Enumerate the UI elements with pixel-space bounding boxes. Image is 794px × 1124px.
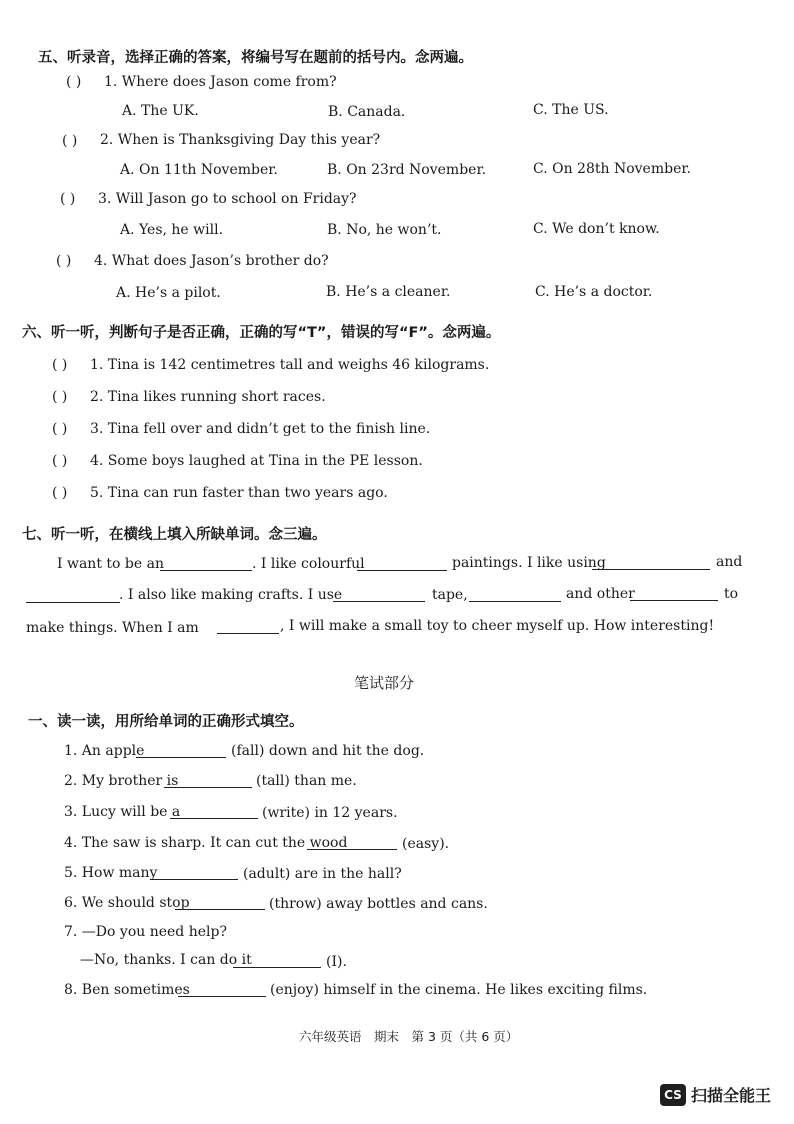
s7-text: and [716, 554, 743, 570]
written-section-1-title: 一、读一读，用所给单词的正确形式填空。 [28, 714, 304, 730]
item-text: 3. Lucy will be a [64, 804, 181, 820]
option-a: A. The UK. [122, 103, 199, 119]
question-text: 2. When is Thanksgiving Day this year? [100, 132, 381, 148]
answer-blank[interactable] [164, 775, 252, 788]
answer-bracket[interactable]: ( ) [52, 357, 68, 373]
blank-3[interactable] [592, 557, 710, 570]
blank-4[interactable] [26, 590, 120, 603]
blank-1[interactable] [160, 558, 252, 571]
question-text: 4. What does Jason’s brother do? [94, 253, 329, 269]
section-7-title: 七、听一听，在横线上填入所缺单词。念三遍。 [22, 527, 327, 543]
option-b: B. He’s a cleaner. [326, 284, 451, 300]
answer-bracket[interactable]: ( ) [60, 191, 76, 207]
s7-text: to [724, 586, 739, 602]
s7-text: paintings. I like using [452, 555, 606, 571]
section-6-title: 六、听一听，判断句子是否正确，正确的写“T”，错误的写“F”。念两遍。 [22, 325, 501, 341]
blank-6[interactable] [469, 589, 561, 602]
option-b: B. On 23rd November. [327, 162, 487, 178]
item-text: (tall) than me. [256, 773, 357, 789]
answer-blank[interactable] [170, 806, 258, 819]
statement-text: 2. Tina likes running short races. [90, 389, 326, 405]
item-text: —No, thanks. I can do it [80, 952, 252, 968]
scanner-logo [660, 1083, 771, 1106]
answer-bracket[interactable]: ( ) [52, 421, 68, 437]
s7-text: make things. When I am [26, 620, 199, 636]
s7-text: I want to be an [57, 556, 164, 572]
statement-text: 5. Tina can run faster than two years ago. [90, 485, 388, 501]
answer-bracket[interactable]: ( ) [52, 453, 68, 469]
answer-bracket[interactable]: ( ) [52, 389, 68, 405]
answer-bracket[interactable]: ( ) [56, 253, 72, 269]
option-a: A. He’s a pilot. [116, 285, 221, 301]
question-text: 1. Where does Jason come from? [104, 74, 337, 90]
answer-bracket[interactable]: ( ) [52, 485, 68, 501]
option-b: B. Canada. [328, 104, 406, 120]
section-5-title: 五、听录音，选择正确的答案，将编号写在题前的括号内。念两遍。 [38, 50, 473, 66]
item-text: 6. We should stop [64, 895, 190, 911]
logo-text: 扫描全能王 [691, 1086, 772, 1105]
option-a: A. On 11th November. [120, 162, 278, 178]
option-c: C. On 28th November. [533, 161, 691, 177]
answer-blank[interactable] [150, 867, 238, 880]
written-part-heading: 笔试部分 [354, 674, 415, 692]
item-text: (enjoy) himself in the cinema. He likes exciting films. [270, 982, 648, 998]
item-text: 5. How many [64, 865, 158, 881]
statement-text: 3. Tina fell over and didn’t get to the finish line. [90, 421, 431, 437]
answer-bracket[interactable]: ( ) [66, 74, 82, 90]
blank-7[interactable] [630, 588, 718, 601]
answer-blank[interactable] [178, 984, 266, 997]
option-b: B. No, he won’t. [327, 222, 442, 238]
page-footer: 六年级英语 期末 第 3 页（共 6 页） [299, 1029, 519, 1044]
blank-5[interactable] [333, 589, 425, 602]
question-text: 3. Will Jason go to school on Friday? [98, 191, 357, 207]
blank-8[interactable] [217, 621, 279, 634]
option-c: C. We don’t know. [533, 221, 660, 237]
s7-text: tape, [432, 587, 468, 603]
option-c: C. He’s a doctor. [535, 284, 653, 300]
answer-blank[interactable] [175, 897, 265, 910]
answer-blank[interactable] [136, 745, 226, 758]
item-text: (adult) are in the hall? [243, 866, 402, 882]
option-a: A. Yes, he will. [120, 222, 224, 238]
item-text: (I). [326, 954, 347, 970]
item-text: 2. My brother is [64, 773, 179, 789]
answer-blank[interactable] [233, 955, 321, 968]
s7-text: . I like colourful [252, 556, 365, 572]
s7-text: . I also like making crafts. I use [119, 587, 343, 603]
statement-text: 1. Tina is 142 centimetres tall and weighs 46 kilograms. [90, 357, 490, 373]
answer-blank[interactable] [307, 837, 397, 850]
item-text: (write) in 12 years. [262, 805, 398, 821]
item-text: 8. Ben sometimes [64, 982, 190, 998]
item-text: 4. The saw is sharp. It can cut the wood [64, 835, 348, 851]
s7-text: , I will make a small toy to cheer myself up. How interesting! [280, 618, 715, 634]
item-text: (fall) down and hit the dog. [231, 743, 425, 759]
answer-bracket[interactable]: ( ) [62, 133, 78, 149]
blank-2[interactable] [357, 558, 447, 571]
item-text: (throw) away bottles and cans. [269, 896, 488, 912]
s7-text: and other [566, 586, 635, 602]
option-c: C. The US. [533, 102, 609, 118]
item-text: (easy). [402, 836, 450, 852]
item-text: 1. An apple [64, 743, 145, 759]
statement-text: 4. Some boys laughed at Tina in the PE lesson. [90, 453, 423, 469]
cs-logo-icon: CS [660, 1084, 686, 1106]
item-text: 7. —Do you need help? [64, 924, 227, 940]
